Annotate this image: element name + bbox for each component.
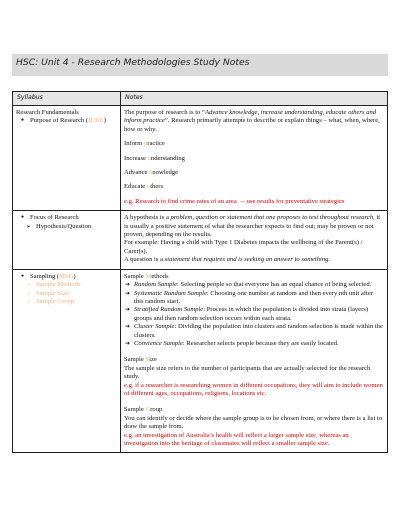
syllabus-cell [13,211,121,269]
highlight: M [145,272,152,280]
notes-cell [121,269,388,453]
method-item [134,290,384,307]
text: Increase [124,154,148,162]
highlight: k [149,169,153,177]
text: , it is usually a positive statement of what the researcher expects to find out; may be proven or not proven, depending on the results. [124,214,381,239]
text: ize [149,356,157,364]
methods-heading [124,273,384,281]
text: roup [150,406,163,414]
question-paragraph [124,256,384,264]
text: Advance [124,169,150,177]
italic-text: problem, question or statement that one proposes to test throughout research [170,214,374,222]
text: Inform [124,140,144,148]
hypothesis-paragraph [124,214,384,239]
list-item [30,117,117,125]
purpose-item [124,155,384,163]
group-heading [124,406,384,414]
text: Sampling ( [30,272,60,280]
sub-list [16,223,117,231]
syllabus-cell [13,106,121,211]
highlight: G [145,406,151,414]
example-paragraph: For example: Having a child with Type 1 Diabetes impacts the wellbeing of the Parent(s) / Carer(s). [124,239,363,255]
example-text: e.g. Research to find crime rates of an area → use results for preventative strategies [124,197,345,205]
italic-text: statement that requires and is seeking an answer to something. [164,256,331,264]
group-text: You can identify or decide where the sample group is to be chosen from, or where there is a list to draw the sample from. [124,414,383,431]
sub-item: ○ Sample Group [36,298,117,306]
purpose-item [124,169,384,177]
method-item [134,306,384,323]
syllabus-header: Syllabus [13,92,121,106]
list-item [30,273,117,281]
size-text: The sample size refers to the number of participants that are actually selected for the research study. [124,364,371,381]
syllabus-list [16,273,117,281]
sub-item: ○ Sample Methods [36,281,117,289]
method-name: Systematic Random Sample [134,289,207,297]
purpose-item [124,183,384,191]
group-example: e.g. an investigation of Australia’s health will reflect a larger sample size, whereas an investigation into the heritage of classmates will reflect a smaller sample size. [124,431,349,447]
method-name: Stratified Random Sample [134,306,204,314]
text: nderstanding [150,154,185,162]
text: : Dividing the population into clusters and random selection is made within the clusters. [134,323,383,339]
text: Sample [124,272,146,280]
acronym: IUKE [88,117,104,125]
page-title: HSC: Unit 4 - Research Methodologies Study Notes [16,57,250,68]
text: thers [150,183,164,191]
size-heading [124,356,384,364]
highlight: o [146,183,151,191]
text: nowledge [152,169,179,177]
text: Sample [124,356,146,364]
method-item [134,323,384,340]
syllabus-list [16,214,117,222]
notes-cell [121,211,388,269]
text: Sample [124,406,146,414]
notes-header: Notes [121,92,388,106]
syllabus-heading: Research Fundamentals [16,109,79,116]
sub-item: ➢ Hypothesis/Question [36,223,117,231]
highlight: S [145,356,150,364]
syllabus-list [16,117,117,125]
notes-table [12,91,388,453]
text: The purpose of research is to “ [124,109,205,116]
intro-paragraph [124,109,384,134]
method-item [134,281,384,289]
method-name: Convience Sample [134,339,183,347]
quote: Advance knowledge, increase understanding, educate others and inform practice [124,109,377,125]
methods-list [124,281,384,348]
method-item [134,340,384,348]
list-item: ● Focus of Research [30,214,117,222]
size-example: e.g. if a researcher is researching women in different occupations, they will aim to include women of different ages, occupations, religions, locations etc. [124,381,383,397]
text: : Selecting people so that everyone has an equal chance of being selected. [177,281,372,289]
purpose-item [124,140,384,148]
highlight: p [143,140,148,148]
text: : Process in which the population is divided into strata (layers) groups and then random selection occurs within each strata. [134,306,369,322]
bullet-label: Purpose of Research ( [30,117,89,125]
text: : Choosing one number at random and then every nth unit after this random start. [134,289,373,305]
text: : Researcher selects people because they are easily located. [182,339,339,347]
table-row [13,106,388,211]
sub-list [16,281,117,306]
acronym: MSG [59,272,74,280]
syllabus-cell [13,269,121,453]
text: Educate [124,183,147,191]
method-name: Cluster Sample [134,323,175,331]
text: ) [73,272,76,280]
method-name: Random Sample [134,281,178,289]
header-row [13,92,388,106]
table-row [13,269,388,453]
text: A hypothesis is a [124,214,171,222]
highlight: u [147,154,151,162]
text: ethods [151,272,169,280]
sub-item: ○ Sample Size [36,290,117,298]
text: ”. Research primarily attempts to describe or explain things – what, when, where, how or why. [124,117,380,133]
title-banner [12,54,388,76]
table-row [13,211,388,269]
text: A question is a [124,256,165,264]
bullet-close: ) [103,117,106,125]
text: ractice [147,140,165,148]
notes-cell [121,106,388,211]
